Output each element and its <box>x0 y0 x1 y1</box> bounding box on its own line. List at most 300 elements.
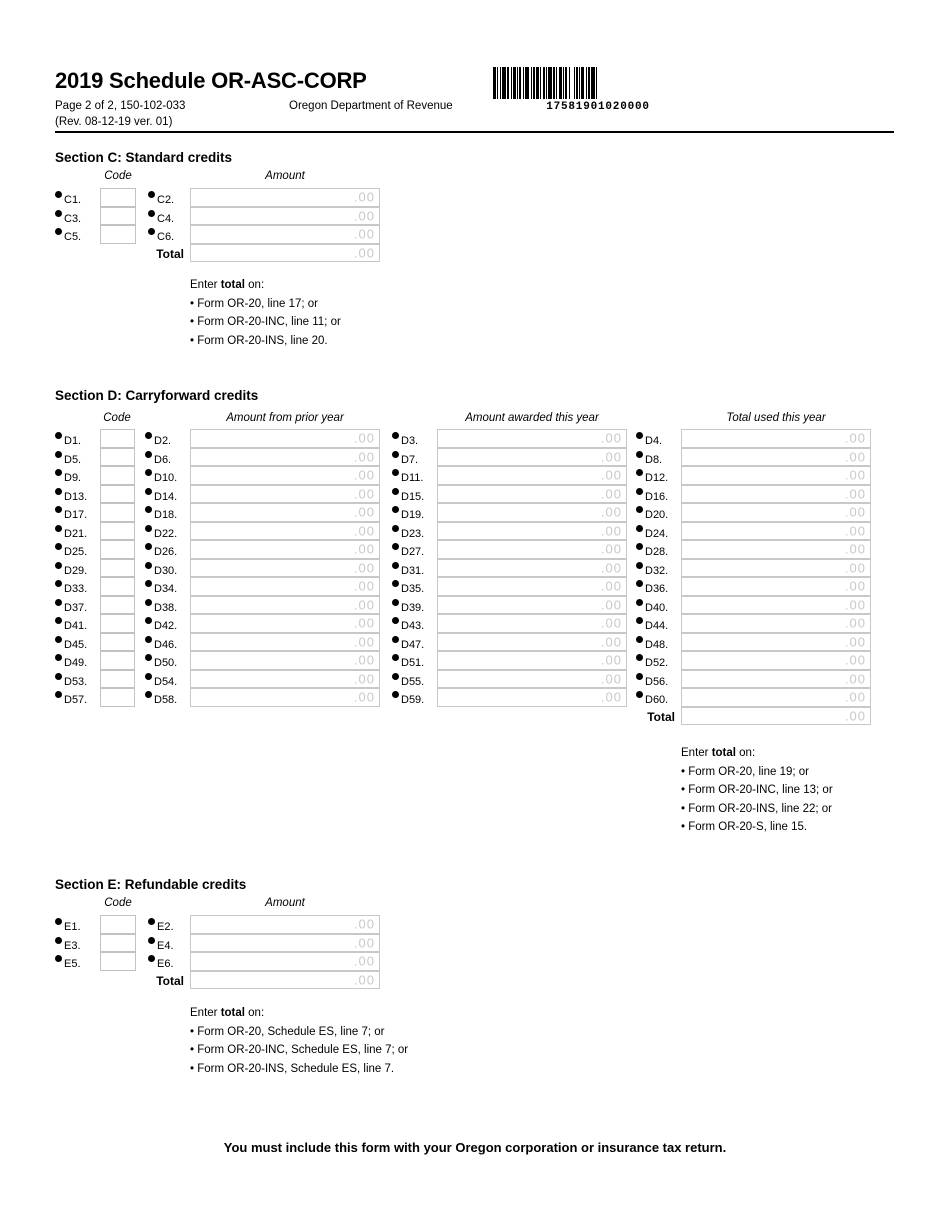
cents-suffix: .00 <box>600 523 622 539</box>
section-d-instruction-item: • Form OR-20-S, line 15. <box>681 821 808 833</box>
cents-suffix: .00 <box>600 634 622 650</box>
section-d-prior-year-input[interactable] <box>190 448 380 467</box>
section-d-code-input[interactable] <box>100 429 135 448</box>
section-d-used-input[interactable] <box>681 448 871 467</box>
section-d-awarded-input[interactable] <box>437 503 627 522</box>
section-d-used-input[interactable] <box>681 522 871 541</box>
row-label-text: C4. <box>157 212 175 225</box>
bullet-icon <box>392 451 399 458</box>
bullet-icon <box>55 451 62 458</box>
section-c-amount-input[interactable] <box>190 188 380 207</box>
section-d-code-input[interactable] <box>100 448 135 467</box>
bullet-icon <box>392 543 399 550</box>
section-e-total-input[interactable] <box>190 971 380 990</box>
bullet-icon <box>392 636 399 643</box>
section-d-heading: Section D: Carryforward credits <box>55 388 259 403</box>
section-c-code-input[interactable] <box>100 188 136 207</box>
row-label-text: D40. <box>645 601 669 614</box>
bullet-icon <box>55 210 62 217</box>
cents-suffix: .00 <box>353 597 375 613</box>
row-label-text: D54. <box>154 675 178 688</box>
bullet-icon <box>392 488 399 495</box>
bullet-icon <box>55 525 62 532</box>
section-d-prior-caption: Amount from prior year <box>226 412 344 424</box>
bullet-icon <box>636 432 643 439</box>
section-d-awarded-input[interactable] <box>437 559 627 578</box>
row-label-text: D27. <box>401 546 425 558</box>
bullet-icon <box>636 506 643 513</box>
bullet-icon <box>145 580 152 587</box>
bullet-icon <box>55 636 62 643</box>
bullet-icon <box>392 691 399 698</box>
row-label-text: D9. <box>64 472 82 484</box>
bullet-icon <box>145 636 152 643</box>
bullet-icon <box>392 469 399 476</box>
section-d-prior-year-input[interactable] <box>190 485 380 504</box>
section-d-instructions-lead: Enter total on: <box>681 747 756 759</box>
row-label-text: D8. <box>645 453 663 466</box>
footer-notice: You must include this form with your Oregon corporation or insurance tax return. <box>223 1140 727 1155</box>
section-c-instruction-item: • Form OR-20-INC, line 11; or <box>190 316 341 328</box>
section-c-instruction-item: • Form OR-20, line 17; or <box>190 297 319 310</box>
section-d-awarded-input[interactable] <box>437 429 627 448</box>
section-d-code-input[interactable] <box>100 577 135 596</box>
bullet-icon <box>145 469 152 476</box>
bullet-icon <box>145 654 152 661</box>
cents-suffix: .00 <box>353 541 375 557</box>
section-c-amount-caption: Amount <box>265 170 305 182</box>
row-label-text: D34. <box>154 583 178 595</box>
bullet-icon <box>392 506 399 513</box>
bullet-icon <box>392 562 399 569</box>
row-label-text: D45. <box>64 638 88 651</box>
section-e-amount-caption: Amount <box>265 897 305 909</box>
section-d-code-input[interactable] <box>100 485 135 504</box>
section-d-awarded-input[interactable] <box>437 688 627 707</box>
cents-suffix: .00 <box>844 541 866 557</box>
row-label-text: D15. <box>401 490 425 503</box>
cents-suffix: .00 <box>353 671 375 687</box>
row-label-text: D13. <box>64 490 88 503</box>
row-label-text: D49. <box>64 657 88 669</box>
section-d-instruction-item: • Form OR-20-INC, line 13; or <box>681 784 833 796</box>
bullet-icon <box>55 506 62 513</box>
cents-suffix: .00 <box>600 671 622 687</box>
cents-suffix: .00 <box>353 615 375 631</box>
bullet-icon <box>148 937 155 944</box>
bullet-icon <box>392 580 399 587</box>
bullet-icon <box>636 562 643 569</box>
section-e-instruction-item: • Form OR-20-INC, Schedule ES, line 7; or <box>190 1044 409 1056</box>
bullet-icon <box>392 654 399 661</box>
section-c-amount-input[interactable] <box>190 207 380 226</box>
bullet-icon <box>55 228 62 235</box>
section-e-instruction-item: • Form OR-20, Schedule ES, line 7; or <box>190 1025 385 1038</box>
section-d-prior-year-input[interactable] <box>190 633 380 652</box>
section-d-awarded-input[interactable] <box>437 614 627 633</box>
section-d-used-caption: Total used this year <box>726 412 826 424</box>
cents-suffix: .00 <box>844 597 866 613</box>
bullet-icon <box>636 673 643 680</box>
row-label-text: D51. <box>401 657 425 669</box>
cents-suffix: .00 <box>353 189 375 205</box>
cents-suffix: .00 <box>600 597 622 613</box>
section-e-code-input[interactable] <box>100 915 136 934</box>
row-label-text: D30. <box>154 564 178 577</box>
cents-suffix: .00 <box>353 245 375 261</box>
cents-suffix: .00 <box>844 560 866 576</box>
row-label-text: D46. <box>154 638 178 651</box>
row-label-text: E3. <box>64 939 81 952</box>
bullet-icon <box>636 636 643 643</box>
section-d-awarded-input[interactable] <box>437 670 627 689</box>
row-label-text: D18. <box>154 509 178 521</box>
section-d-instruction-item: • Form OR-20, line 19; or <box>681 765 810 778</box>
section-d-code-input[interactable] <box>100 540 135 559</box>
page-number-line: Page 2 of 2, 150-102-033 <box>55 100 186 112</box>
section-d-instructions <box>681 744 833 837</box>
bullet-icon <box>145 488 152 495</box>
section-d-prior-year-input[interactable] <box>190 577 380 596</box>
section-d-prior-year-input[interactable] <box>190 466 380 485</box>
cents-suffix: .00 <box>353 689 375 705</box>
row-label-text: D14. <box>154 490 178 503</box>
row-label-text: D6. <box>154 453 172 466</box>
row-label-text: D17. <box>64 509 88 521</box>
bullet-icon <box>145 617 152 624</box>
section-d-used-input[interactable] <box>681 688 871 707</box>
section-d-code-input[interactable] <box>100 614 135 633</box>
section-d-prior-year-input[interactable] <box>190 670 380 689</box>
row-label-text: C5. <box>64 231 82 243</box>
section-e-total-label: Total <box>156 973 184 988</box>
row-label-text: D53. <box>64 675 88 688</box>
section-d-awarded-input[interactable] <box>437 466 627 485</box>
section-e-instructions-lead: Enter total on: <box>190 1007 265 1019</box>
section-e-code-input[interactable] <box>100 934 136 953</box>
bullet-icon <box>636 488 643 495</box>
section-e-heading: Section E: Refundable credits <box>55 877 247 892</box>
bullet-icon <box>145 451 152 458</box>
section-d-awarded-input[interactable] <box>437 577 627 596</box>
row-label-text: D25. <box>64 546 88 558</box>
section-e-instructions <box>190 1004 408 1078</box>
row-label-text: D44. <box>645 620 669 632</box>
department-name: Oregon Department of Revenue <box>289 100 453 112</box>
section-d-awarded-input[interactable] <box>437 485 627 504</box>
row-label-text: D5. <box>64 453 82 466</box>
bullet-icon <box>145 506 152 513</box>
bullet-icon <box>55 937 62 944</box>
cents-suffix: .00 <box>353 634 375 650</box>
row-label-text: D12. <box>645 472 669 484</box>
header-divider <box>55 131 894 133</box>
section-d-used-input[interactable] <box>681 429 871 448</box>
bullet-icon <box>148 191 155 198</box>
section-d-used-input[interactable] <box>681 633 871 652</box>
section-d-code-input[interactable] <box>100 670 135 689</box>
section-d-prior-year-input[interactable] <box>190 429 380 448</box>
row-label-text: D19. <box>401 509 425 521</box>
row-label-text: D32. <box>645 564 669 577</box>
row-label-text: D3. <box>401 435 419 447</box>
row-label-text: D38. <box>154 601 178 614</box>
cents-suffix: .00 <box>353 652 375 668</box>
bullet-icon <box>392 525 399 532</box>
cents-suffix: .00 <box>600 652 622 668</box>
row-label-text: D60. <box>645 694 669 706</box>
section-c-code-input[interactable] <box>100 225 136 244</box>
row-label-text: D37. <box>64 601 88 614</box>
bullet-icon <box>392 432 399 439</box>
section-c-instructions <box>190 276 341 350</box>
row-label-text: D26. <box>154 546 178 558</box>
barcode <box>493 67 703 113</box>
row-label-text: D48. <box>645 638 669 651</box>
cents-suffix: .00 <box>600 449 622 465</box>
row-label-text: E5. <box>64 958 81 970</box>
cents-suffix: .00 <box>600 578 622 594</box>
bullet-icon <box>636 543 643 550</box>
cents-suffix: .00 <box>600 541 622 557</box>
section-d-used-input[interactable] <box>681 596 871 615</box>
row-label-text: D59. <box>401 694 425 706</box>
section-d-code-caption: Code <box>103 412 131 424</box>
section-d-code-input[interactable] <box>100 633 135 652</box>
cents-suffix: .00 <box>353 935 375 951</box>
page-title: 2019 Schedule OR-ASC-CORP <box>55 68 367 93</box>
bullet-icon <box>145 691 152 698</box>
cents-suffix: .00 <box>600 504 622 520</box>
bullet-icon <box>145 543 152 550</box>
section-e-code-input[interactable] <box>100 952 136 971</box>
bullet-icon <box>55 469 62 476</box>
section-d-used-input[interactable] <box>681 559 871 578</box>
row-label-text: E2. <box>157 921 174 933</box>
bullet-icon <box>55 191 62 198</box>
section-d-prior-year-input[interactable] <box>190 540 380 559</box>
row-label-text: D7. <box>401 453 419 466</box>
cents-suffix: .00 <box>600 560 622 576</box>
cents-suffix: .00 <box>353 578 375 594</box>
cents-suffix: .00 <box>353 430 375 446</box>
cents-suffix: .00 <box>844 634 866 650</box>
cents-suffix: .00 <box>600 689 622 705</box>
row-label-text: C2. <box>157 194 175 206</box>
row-label-text: D58. <box>154 694 178 706</box>
row-label-text: D10. <box>154 472 178 484</box>
bullet-icon <box>145 599 152 606</box>
row-label-text: D56. <box>645 675 669 688</box>
row-label-text: D33. <box>64 583 88 595</box>
section-d-awarded-caption: Amount awarded this year <box>465 412 599 424</box>
bullet-icon <box>55 599 62 606</box>
section-d-code-input[interactable] <box>100 522 135 541</box>
cents-suffix: .00 <box>353 467 375 483</box>
row-label-text: D52. <box>645 657 669 669</box>
bullet-icon <box>392 673 399 680</box>
row-label-text: D57. <box>64 694 88 706</box>
section-c-total-label: Total <box>156 246 184 261</box>
row-label-text: D28. <box>645 546 669 558</box>
cents-suffix: .00 <box>844 671 866 687</box>
section-d-prior-year-input[interactable] <box>190 614 380 633</box>
section-d-awarded-input[interactable] <box>437 633 627 652</box>
section-e-amount-input[interactable] <box>190 952 380 971</box>
section-d-awarded-input[interactable] <box>437 651 627 670</box>
row-label-text: D2. <box>154 435 172 447</box>
bullet-icon <box>145 562 152 569</box>
row-label-text: C3. <box>64 212 82 225</box>
section-d-awarded-input[interactable] <box>437 596 627 615</box>
row-label-text: D22. <box>154 527 178 540</box>
bullet-icon <box>636 654 643 661</box>
section-d-used-input[interactable] <box>681 614 871 633</box>
section-c-code-caption: Code <box>104 170 132 182</box>
cents-suffix: .00 <box>600 430 622 446</box>
bullet-icon <box>636 580 643 587</box>
cents-suffix: .00 <box>600 615 622 631</box>
section-d-awarded-input[interactable] <box>437 540 627 559</box>
row-label-text: C1. <box>64 194 82 206</box>
section-d-prior-year-input[interactable] <box>190 596 380 615</box>
bullet-icon <box>145 525 152 532</box>
section-d-code-input[interactable] <box>100 466 135 485</box>
row-label-text: D16. <box>645 490 669 503</box>
row-label-text: D24. <box>645 527 669 540</box>
bullet-icon <box>636 599 643 606</box>
cents-suffix: .00 <box>844 449 866 465</box>
cents-suffix: .00 <box>600 486 622 502</box>
cents-suffix: .00 <box>600 467 622 483</box>
cents-suffix: .00 <box>353 972 375 988</box>
section-d-total-input[interactable] <box>681 707 871 726</box>
row-label-text: D42. <box>154 620 178 632</box>
bullet-icon <box>636 451 643 458</box>
cents-suffix: .00 <box>353 916 375 932</box>
section-d-prior-year-input[interactable] <box>190 559 380 578</box>
section-e-instruction-item: • Form OR-20-INS, Schedule ES, line 7. <box>190 1062 395 1075</box>
section-d-prior-year-input[interactable] <box>190 688 380 707</box>
bullet-icon <box>55 617 62 624</box>
cents-suffix: .00 <box>353 560 375 576</box>
cents-suffix: .00 <box>353 953 375 969</box>
section-d-used-input[interactable] <box>681 540 871 559</box>
section-d-used-input[interactable] <box>681 503 871 522</box>
section-d-code-input[interactable] <box>100 688 135 707</box>
bullet-icon <box>148 210 155 217</box>
bullet-icon <box>145 673 152 680</box>
section-d-used-input[interactable] <box>681 651 871 670</box>
cents-suffix: .00 <box>844 708 866 724</box>
bullet-icon <box>55 654 62 661</box>
revision-line: (Rev. 08-12-19 ver. 01) <box>55 116 173 128</box>
bullet-icon <box>55 691 62 698</box>
section-c-instruction-item: • Form OR-20-INS, line 20. <box>190 334 328 347</box>
row-label-text: D55. <box>401 675 425 688</box>
section-d-code-input[interactable] <box>100 596 135 615</box>
bullet-icon <box>636 525 643 532</box>
bullet-icon <box>55 488 62 495</box>
section-d-awarded-input[interactable] <box>437 522 627 541</box>
bullet-icon <box>55 673 62 680</box>
cents-suffix: .00 <box>844 615 866 631</box>
section-c-instructions-lead: Enter total on: <box>190 279 265 291</box>
row-label-text: D23. <box>401 527 425 540</box>
cents-suffix: .00 <box>844 467 866 483</box>
section-c-amount-input[interactable] <box>190 225 380 244</box>
cents-suffix: .00 <box>353 486 375 502</box>
section-c-total-input[interactable] <box>190 244 380 263</box>
section-d-instruction-item: • Form OR-20-INS, line 22; or <box>681 802 833 815</box>
bullet-icon <box>148 918 155 925</box>
row-label-text: D43. <box>401 620 425 632</box>
cents-suffix: .00 <box>353 449 375 465</box>
section-d-used-input[interactable] <box>681 466 871 485</box>
section-d-code-input[interactable] <box>100 559 135 578</box>
cents-suffix: .00 <box>353 226 375 242</box>
section-e-amount-input[interactable] <box>190 915 380 934</box>
bullet-icon <box>55 432 62 439</box>
cents-suffix: .00 <box>844 652 866 668</box>
section-d-prior-year-input[interactable] <box>190 503 380 522</box>
section-d-code-input[interactable] <box>100 651 135 670</box>
bullet-icon <box>392 617 399 624</box>
row-label-text: D31. <box>401 564 425 577</box>
cents-suffix: .00 <box>844 578 866 594</box>
row-label-text: E1. <box>64 921 81 933</box>
bullet-icon <box>55 580 62 587</box>
cents-suffix: .00 <box>353 523 375 539</box>
row-label-text: D29. <box>64 564 88 577</box>
row-label-text: D21. <box>64 527 88 540</box>
cents-suffix: .00 <box>844 523 866 539</box>
row-label-text: E4. <box>157 939 174 952</box>
row-label-text: D4. <box>645 435 663 447</box>
section-d-used-input[interactable] <box>681 485 871 504</box>
section-d-total-label: Total <box>647 709 675 724</box>
row-label-text: D1. <box>64 435 82 447</box>
section-c-heading: Section C: Standard credits <box>55 150 233 165</box>
barcode-bars <box>493 67 703 99</box>
cents-suffix: .00 <box>844 430 866 446</box>
section-d-used-input[interactable] <box>681 670 871 689</box>
section-d-prior-year-input[interactable] <box>190 651 380 670</box>
cents-suffix: .00 <box>844 689 866 705</box>
cents-suffix: .00 <box>844 486 866 502</box>
row-label-text: D11. <box>401 472 424 484</box>
bullet-icon <box>55 543 62 550</box>
bullet-icon <box>148 955 155 962</box>
bullet-icon <box>148 228 155 235</box>
row-label-text: D50. <box>154 657 178 669</box>
row-label-text: D39. <box>401 601 425 614</box>
cents-suffix: .00 <box>353 208 375 224</box>
section-d-code-input[interactable] <box>100 503 135 522</box>
section-d-awarded-input[interactable] <box>437 448 627 467</box>
bullet-icon <box>636 469 643 476</box>
section-e-amount-input[interactable] <box>190 934 380 953</box>
bullet-icon <box>55 955 62 962</box>
row-label-text: D35. <box>401 583 425 595</box>
row-label-text: D36. <box>645 583 669 595</box>
barcode-number: 17581901020000 <box>546 101 650 113</box>
bullet-icon <box>55 562 62 569</box>
section-d-used-input[interactable] <box>681 577 871 596</box>
section-c-code-input[interactable] <box>100 207 136 226</box>
section-e-code-caption: Code <box>104 897 132 909</box>
section-d-prior-year-input[interactable] <box>190 522 380 541</box>
